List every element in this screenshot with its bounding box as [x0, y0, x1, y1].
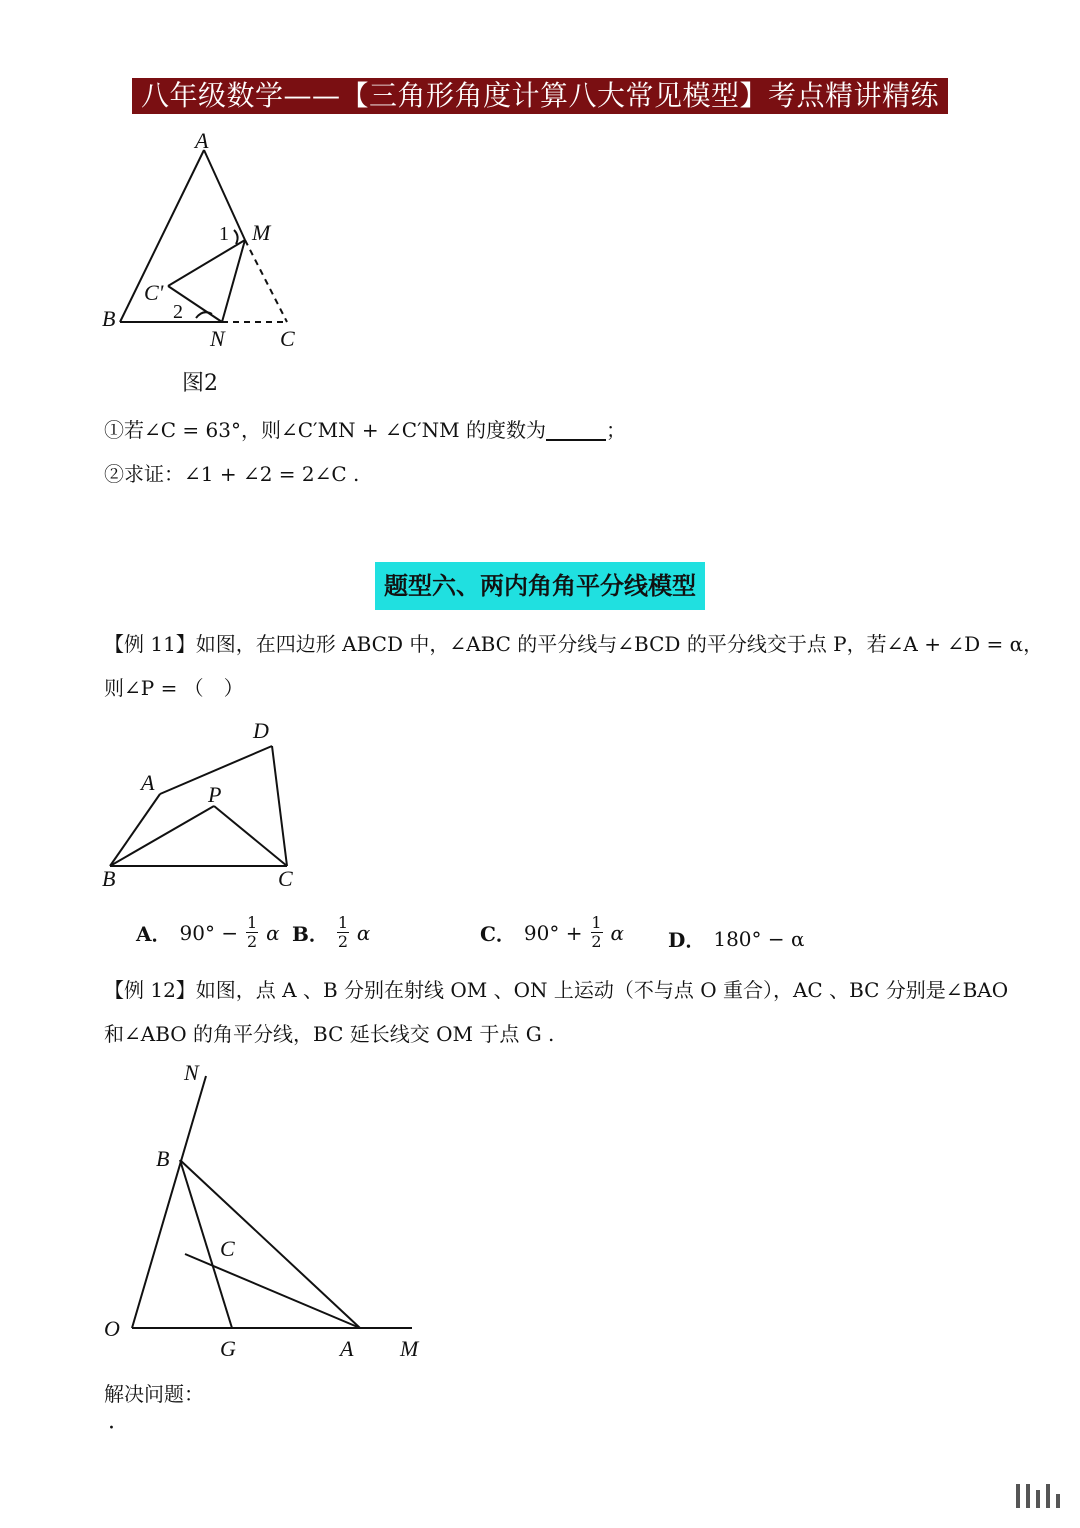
label-p: P — [208, 782, 222, 807]
option-a[interactable]: A． 90° − $\frac{1}{2}$ α — [136, 913, 280, 951]
solve-heading: 解决问题： — [104, 1382, 204, 1406]
fraction: $\frac{1}{2}$ — [247, 913, 258, 951]
label-c: C — [278, 866, 293, 891]
segment-bp — [110, 806, 214, 866]
trailing-dot: · — [108, 1416, 115, 1441]
title-banner: 八年级数学——【三角形角度计算八大常见模型】考点精讲精练 — [132, 78, 948, 114]
segment-ba — [110, 794, 160, 866]
fraction: $\frac{1}{2}$ — [337, 913, 348, 951]
label-m: M — [252, 220, 271, 245]
example-12-angle-figure — [0, 1050, 1080, 1370]
question-1-end: ； — [605, 418, 626, 442]
label-o: O — [104, 1316, 120, 1341]
example-12-line-2: 和∠ABO 的角平分线，BC 延长线交 OM 于点 G . — [104, 1022, 555, 1046]
angle-1-arc — [234, 230, 238, 244]
question-1 — [104, 414, 626, 443]
label-angle-1: 1 — [219, 223, 229, 245]
watermark-bars-icon — [1016, 1484, 1060, 1508]
figure-caption: 图2 — [182, 371, 218, 396]
ray-on — [132, 1076, 206, 1328]
label-c-prime: C' — [144, 280, 164, 305]
section-heading: 题型六、两内角角平分线模型 — [375, 562, 705, 610]
example-11-quadrilateral — [0, 700, 1080, 900]
option-d[interactable]: D． 180° − α — [668, 926, 805, 952]
label-a: A — [195, 128, 209, 153]
label-n: N — [184, 1060, 199, 1085]
figure-2-triangle — [0, 0, 1080, 360]
label-n: N — [210, 326, 225, 351]
label-b: B — [102, 866, 116, 891]
label-b: B — [102, 306, 116, 331]
label-d: D — [253, 718, 269, 743]
question-2: ②求证：∠1 + ∠2 = 2∠C . — [104, 462, 360, 486]
label-angle-2: 2 — [173, 301, 183, 323]
segment-pc — [214, 806, 287, 866]
option-c[interactable]: C． 90° + $\frac{1}{2}$ α — [480, 913, 625, 951]
answer-blank[interactable] — [546, 439, 606, 441]
example-11-line-1: 【例 11】如图，在四边形 ABCD 中，∠ABC 的平分线与∠BCD 的平分线交于点 P，若∠A + ∠D = α， — [104, 632, 1044, 656]
label-a: A — [340, 1336, 354, 1361]
segment-mc-dashed — [245, 240, 287, 322]
fraction: $\frac{1}{2}$ — [591, 913, 602, 951]
label-a: A — [141, 770, 155, 795]
label-g: G — [220, 1336, 236, 1361]
label-c: C — [220, 1236, 235, 1261]
angle-2-arc — [196, 312, 212, 318]
example-11-options — [0, 910, 1080, 966]
label-m: M — [400, 1336, 419, 1361]
segment-ac — [185, 1254, 360, 1328]
example-11-line-2: 则∠P = （ ） — [104, 676, 244, 700]
example-12-line-1: 【例 12】如图，点 A 、B 分别在射线 OM 、ON 上运动（不与点 O 重合），AC 、BC 分别是∠BAO — [104, 978, 1009, 1002]
option-b[interactable]: B． $\frac{1}{2}$ α — [292, 913, 371, 951]
segment-dc — [272, 746, 287, 866]
question-1-text: ①若∠C = 63°，则∠C′MN + ∠C′NM 的度数为 — [104, 418, 546, 442]
label-c: C — [280, 326, 295, 351]
label-b: B — [156, 1146, 170, 1171]
